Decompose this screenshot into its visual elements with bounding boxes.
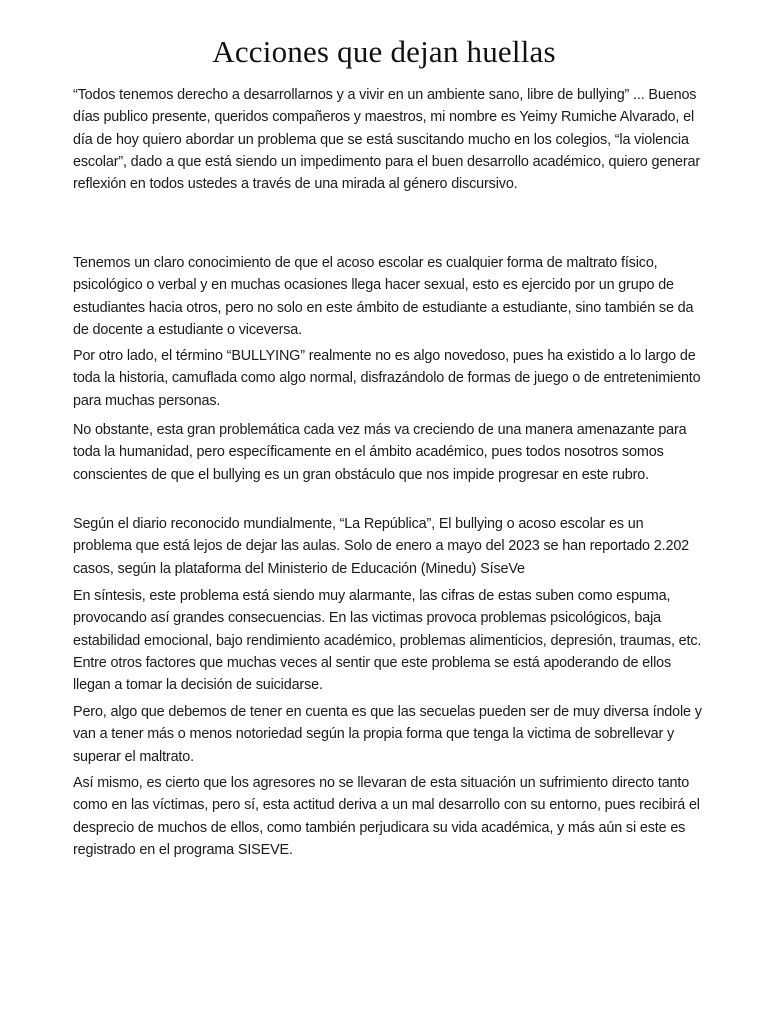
paragraph-consequences: En síntesis, este problema está siendo muy alarmante, las cifras de estas suben como espuma, provocando así grandes consecuencias. En las victimas provoca problemas psicológicos, baja estabilidad emocional, bajo rendimiento académico, problemas alimenticios, depresión, traumas, etc. Entre otros factores que muchas veces al sentir que este problema se está apoderando de ellos llegan a tomar la decisión de suicidarse. — [73, 588, 702, 694]
paragraph-introduction: “Todos tenemos derecho a desarrollarnos y a vivir en un ambiente sano, libre de bullying” ... Buenos días publico presente, queridos compañeros y maestros, mi nombre es Yeimy Rumiche Alvarado, el día de hoy quiero abordar un problema que se está suscitando mucho en los colegios, “la violencia escolar”, dado a que está siendo un impedimento para el buen desarrollo académico, quiero generar reflexión en todos ustedes a través de una mirada al género discursivo. — [73, 87, 701, 193]
paragraph-growth: No obstante, esta gran problemática cada vez más va creciendo de una manera amenazante para toda la humanidad, pero específicamente en el ámbito académico, pues todos nosotros somos conscientes de que el bullying es un gran obstáculo que nos impide progresar en este rubro. — [73, 422, 687, 483]
paragraph-sequels: Pero, algo que debemos de tener en cuenta es que las secuelas pueden ser de muy diversa índole y van a tener más o menos notoriedad según la propia forma que tenga la victima de sobrellevar y superar el maltrato. — [73, 704, 702, 765]
document-title: Acciones que dejan huellas — [212, 34, 556, 69]
paragraph-definition: Tenemos un claro conocimiento de que el acoso escolar es cualquier forma de maltrato físico, psicológico o verbal y en muchas ocasiones llega hacer sexual, esto es ejercido por un grupo de estudiantes hacia otros, pero no solo en este ámbito de estudiante a estudiante, sino también se da de docente a estudiante o viceversa. — [73, 255, 694, 338]
paragraph-statistics: Según el diario reconocido mundialmente, “La República”, El bullying o acoso escolar es un problema que está lejos de dejar las aulas. Solo de enero a mayo del 2023 se han reportado 2.202 casos, según la plataforma del Ministerio de Educación (Minedu) SíseVe — [73, 516, 690, 577]
paragraph-aggressors: Así mismo, es cierto que los agresores no se llevaran de esta situación un sufrimiento directo tanto como en las víctimas, pero sí, esta actitud deriva a un mal desarrollo con su entorno, pues recibirá el desprecio de muchos de ellos, como también perjudicara su vida académica, y más aún si este es registrado en el programa SISEVE. — [73, 775, 700, 858]
paragraph-history: Por otro lado, el término “BULLYING” realmente no es algo novedoso, pues ha existido a lo largo de toda la historia, camuflada como algo normal, disfrazándolo de formas de juego o de entretenimiento para muchas personas. — [73, 348, 701, 409]
